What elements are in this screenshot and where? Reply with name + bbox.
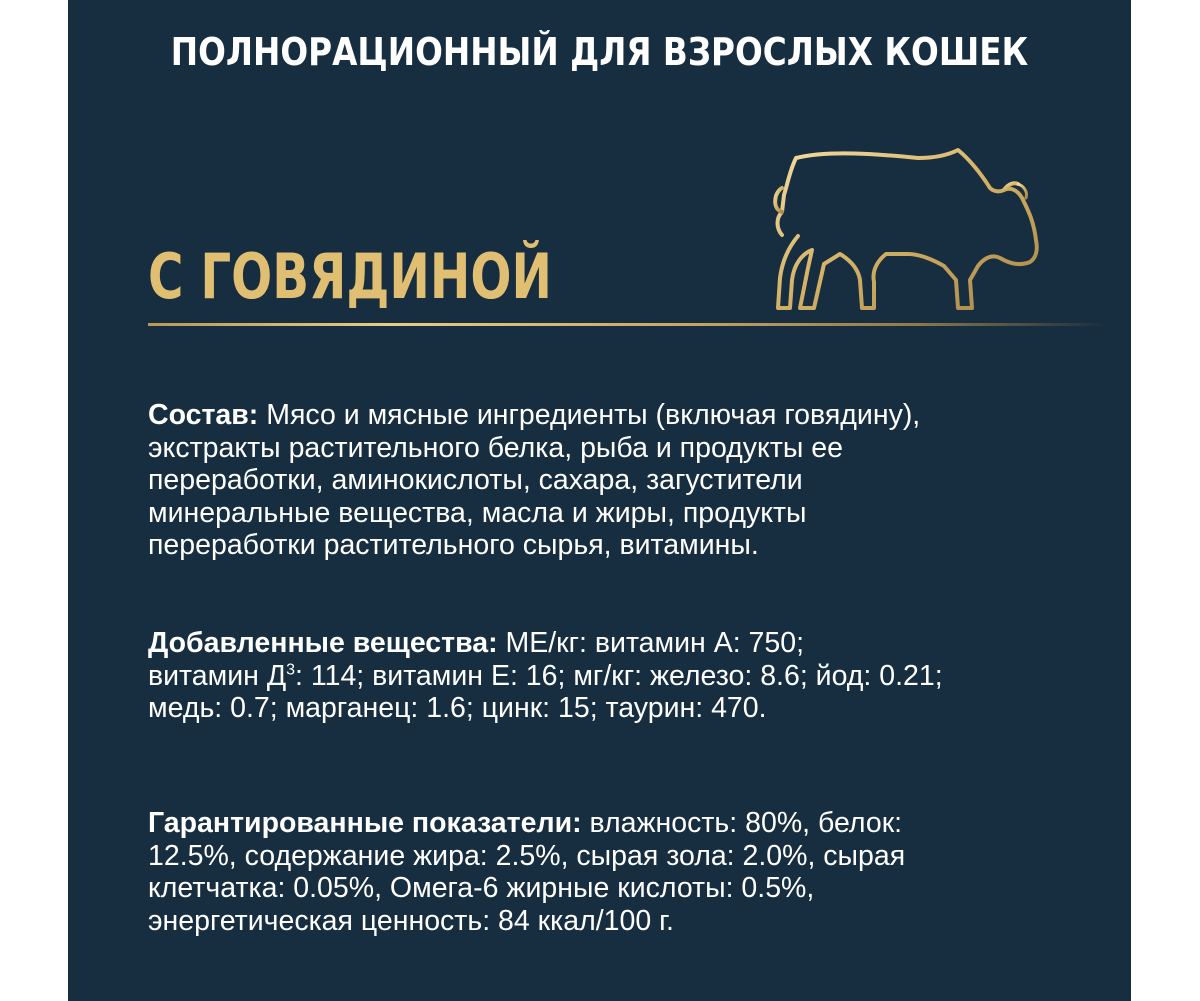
additives-line-3: медь: 0.7; марганец: 1.6; цинк: 15; таурин: 470. xyxy=(148,692,767,724)
gold-divider xyxy=(148,323,1108,326)
guaranteed-line-3: клетчатка: 0.05%, Омега-6 жирные кислоты: 0.5%, xyxy=(148,872,815,904)
guaranteed-section xyxy=(148,807,1048,937)
flavor-title: С ГОВЯДИНОЙ xyxy=(148,240,552,313)
additives-line-1: Добавленные вещества: МЕ/кг: витамин А: 750; xyxy=(148,627,805,659)
additives-label: Добавленные вещества: xyxy=(148,627,498,659)
guaranteed-line-4: энергетическая ценность: 84 ккал/100 г. xyxy=(148,904,674,937)
guaranteed-label: Гарантированные показатели: xyxy=(148,807,582,839)
composition-section xyxy=(148,399,1048,562)
guaranteed-line-2: 12.5%, содержание жира: 2.5%, сырая зола: 2.0%, сырая xyxy=(148,839,906,872)
composition-line-2: экстракты растительного белка, рыба и продукты ее xyxy=(148,431,844,464)
composition-line-3: переработки, аминокислоты, сахара, загустители xyxy=(148,464,803,496)
additives-line-2: витамин $Д^3$: 114; витамин Е: 16; мг/кг: железо: 8.6; йод: 0.21; xyxy=(148,659,943,692)
guaranteed-line-1: Гарантированные показатели: влажность: 80%, белок: xyxy=(148,807,903,839)
composition-line-1: Состав: Мясо и мясные ингредиенты (включая говядину), xyxy=(148,399,921,431)
composition-line-5: переработки растительного сырья, витамины. xyxy=(148,529,759,561)
headline: ПОЛНОРАЦИОННЫЙ ДЛЯ ВЗРОСЛЫХ КОШЕК xyxy=(170,30,1029,74)
additives-section xyxy=(148,627,1048,725)
cow-icon xyxy=(768,140,1048,315)
product-info-panel xyxy=(68,0,1131,1001)
superscript-three: 3 xyxy=(286,661,296,678)
composition-line-4: минеральные вещества, масла и жиры, продукты xyxy=(148,496,807,529)
composition-label: Состав: xyxy=(148,399,259,431)
